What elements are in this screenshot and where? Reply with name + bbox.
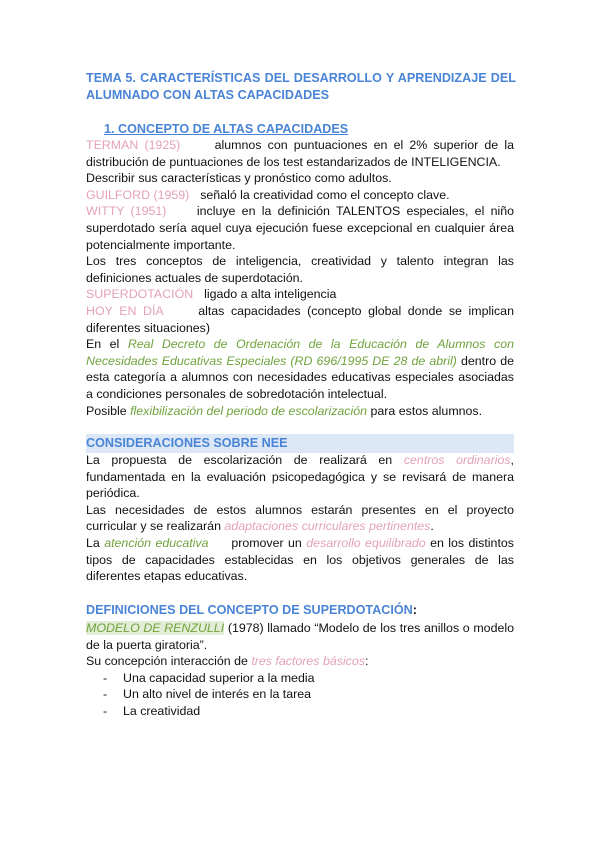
- concepcion-paragraph: [86, 653, 514, 670]
- desarrollo-equilibrado-link[interactable]: desarrollo equilibrado: [306, 535, 426, 550]
- posible-pre: Posible: [86, 403, 127, 418]
- flexibilizacion-link[interactable]: flexibilización del periodo de escolarización: [130, 403, 368, 418]
- terman-text: alumnos con puntuaciones en el 2% superior de la distribución de puntuaciones de los test estandarizados de INTELIGENCIA.: [86, 138, 514, 169]
- hoy-text: altas capacidades (concepto global donde se implican diferentes situaciones): [86, 303, 514, 335]
- superdotacion-text: ligado a alta inteligencia: [204, 287, 337, 302]
- hoy-paragraph: [86, 303, 514, 336]
- section-heading-definiciones: [86, 602, 514, 619]
- section-definiciones-body: [86, 620, 514, 720]
- guilford-text: señaló la creatividad como el concepto clave.: [200, 187, 450, 202]
- renzulli-label[interactable]: MODELO DE RENZULLI: [86, 621, 225, 635]
- section-concepto-body: [86, 137, 514, 419]
- nee-p2-pre: Las necesidades de estos alumnos estarán presentes en el proyecto curricular y se realizarán: [86, 502, 514, 534]
- nee-paragraph-3: [86, 535, 514, 585]
- section-nee-body: [86, 452, 514, 585]
- adaptaciones-link[interactable]: adaptaciones curriculares pertinentes: [224, 519, 431, 534]
- factor-text: Un alto nivel de interés en la tarea: [123, 687, 312, 702]
- page-title: TEMA 5. CARACTERÍSTICAS DEL DESARROLLO Y APRENDIZAJE DEL ALUMNADO CON ALTAS CAPACIDADES: [86, 71, 516, 102]
- witty-label: WITTY (1951): [86, 204, 167, 219]
- dash-bullet: -: [103, 687, 108, 702]
- witty-text: incluye en la definición TALENTOS especiales, el niño superdotado sería aquel cuya ejecución fuese excepcional en cualquier área potencialmente importante.: [86, 204, 514, 252]
- factor-text: Una capacidad superior a la media: [123, 670, 315, 685]
- real-decreto-link[interactable]: Real Decreto de Ordenación de la Educación de Alumnos con Necesidades Educativas Especiales (RD 696/1995 DE 28 de abril): [86, 337, 514, 368]
- nee-p3-pre: La: [86, 535, 100, 550]
- centros-ordinarios-link[interactable]: centros ordinarios: [403, 453, 511, 467]
- renzulli-paragraph: [86, 620, 514, 653]
- renzulli-text: (1978) llamado “Modelo de los tres anillos o modelo de la puerta giratoria”.: [86, 621, 514, 652]
- concepcion-pre: Su concepción interacción de: [86, 654, 248, 669]
- real-decreto-paragraph: [86, 336, 514, 402]
- real-decreto-post: dentro de esta categoría a alumnos con necesidades educativas especiales asociadas a condiciones personales de sobredotación intelectual.: [86, 353, 514, 401]
- describir-paragraph: Describir sus características y pronóstico como adultos.: [86, 171, 392, 186]
- nee-p1-post: , fundamentada en la evaluación psicopedagógica y se revisará de manera periódica.: [86, 453, 514, 501]
- nee-p3-post: en los distintos tipos de capacidades establecidas en los objetivos generales de las diferentes etapas educativas.: [86, 535, 514, 584]
- atencion-educativa-link[interactable]: atención educativa: [104, 535, 209, 550]
- posible-paragraph: [86, 403, 514, 420]
- witty-paragraph: [86, 203, 514, 253]
- real-decreto-pre: En el: [86, 337, 120, 352]
- posible-post: para estos alumnos.: [370, 403, 483, 418]
- factor-text: La creatividad: [123, 703, 201, 718]
- nee-paragraph-2: [86, 502, 514, 535]
- nee-paragraph-1: [86, 452, 514, 502]
- tres-conceptos-paragraph: Los tres conceptos de inteligencia, creatividad y talento integran las definiciones actuales de superdotación.: [86, 254, 514, 285]
- terman-paragraph: [86, 137, 514, 170]
- section-heading-concepto: 1. CONCEPTO DE ALTAS CAPACIDADES: [104, 122, 349, 136]
- hoy-label: HOY EN DÍA: [86, 303, 163, 318]
- section-heading-nee: CONSIDERACIONES SOBRE NEE: [86, 434, 514, 453]
- definiciones-colon: :: [412, 603, 417, 617]
- tres-factores-link[interactable]: tres factores básicos: [251, 654, 365, 669]
- nee-p3-mid: promover un: [231, 535, 302, 550]
- nee-p1-pre: La propuesta de escolarización de realizará en: [86, 453, 393, 467]
- dash-bullet: -: [103, 670, 108, 685]
- list-item: [86, 686, 514, 703]
- definiciones-heading-text: DEFINICIONES DEL CONCEPTO DE SUPERDOTACIÓN: [86, 603, 413, 617]
- superdotacion-label: SUPERDOTACIÓN: [86, 287, 194, 302]
- guilford-label: GUILFORD (1959): [86, 187, 190, 202]
- factors-list: [86, 670, 514, 720]
- concepcion-post: :: [364, 654, 369, 669]
- list-item: [86, 670, 514, 687]
- superdotacion-paragraph: [86, 286, 514, 303]
- list-item: [86, 703, 514, 720]
- terman-label: TERMAN (1925): [86, 138, 181, 152]
- guilford-paragraph: [86, 187, 514, 204]
- nee-p2-post: .: [430, 519, 434, 534]
- dash-bullet: -: [103, 703, 108, 718]
